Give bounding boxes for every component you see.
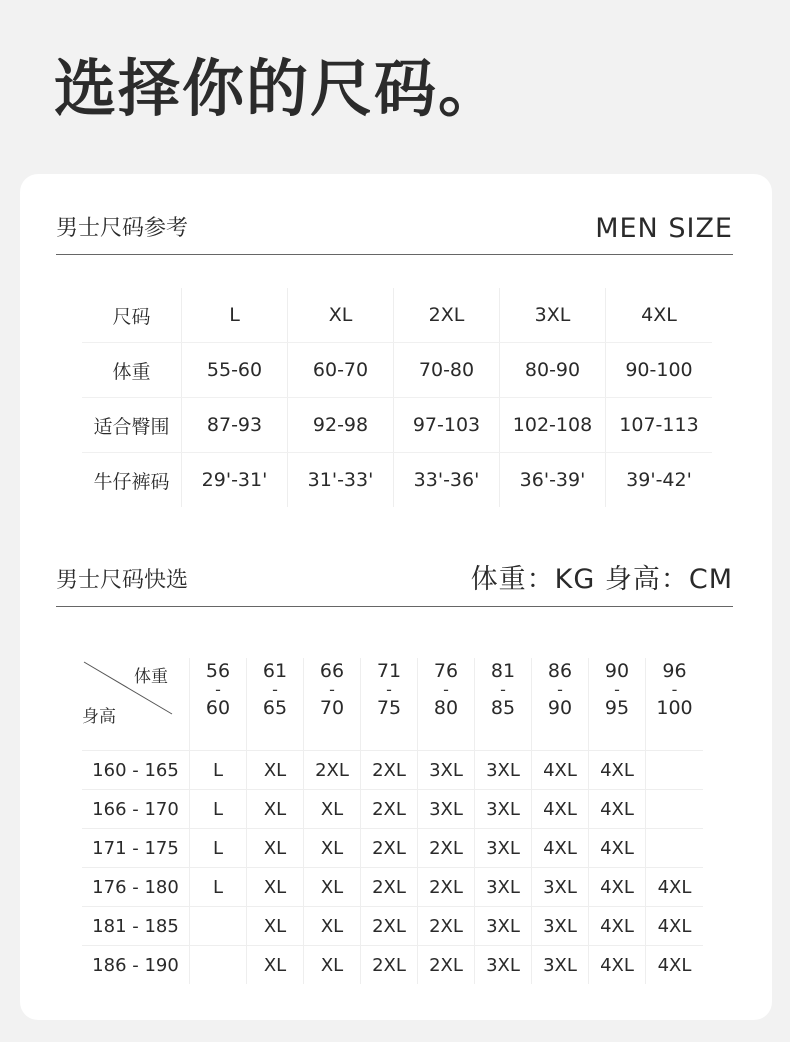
table-row	[82, 907, 703, 946]
table-cell: 29'-31'	[182, 453, 288, 507]
size-cell: 4XL	[657, 876, 692, 898]
size-cell: 4XL	[532, 751, 589, 789]
size-cell: 4XL	[589, 946, 646, 984]
men-size-label: MEN SIZE	[595, 213, 733, 244]
size-cell: 2XL	[304, 751, 361, 789]
weight-min: 90	[604, 660, 630, 682]
reference-heading: 男士尺码参考	[56, 216, 189, 241]
table-row	[82, 343, 712, 398]
size-cell	[190, 907, 247, 945]
size-cell: 4XL	[589, 829, 646, 867]
size-cell: 3XL	[475, 790, 532, 828]
height-range-label: 166 - 170	[82, 790, 190, 828]
table-cell: 33'-36'	[394, 453, 500, 507]
weight-dash: -	[500, 680, 506, 699]
weight-dash: -	[614, 680, 620, 699]
table-cell: 39'-42'	[626, 469, 692, 491]
size-cell: XL	[247, 751, 304, 789]
table-cell: 102-108	[500, 398, 606, 452]
weight-max: 65	[262, 697, 288, 719]
size-cell: 2XL	[361, 946, 418, 984]
page-title: 选择你的尺码。	[54, 52, 503, 125]
quick-select-section-header	[56, 558, 733, 607]
size-cell: XL	[247, 946, 304, 984]
table-cell: 31'-33'	[288, 453, 394, 507]
table-row	[82, 398, 712, 453]
size-cell: 3XL	[475, 946, 532, 984]
reference-section-header	[56, 206, 733, 255]
table-row	[82, 790, 703, 829]
weight-range-cell	[361, 658, 418, 750]
corner-cell	[82, 658, 190, 750]
size-chart-card	[20, 174, 772, 1020]
table-row	[82, 453, 712, 507]
size-cell: 3XL	[532, 946, 589, 984]
size-cell: 4XL	[532, 790, 589, 828]
height-range-label: 176 - 180	[82, 868, 190, 906]
size-cell: XL	[304, 790, 361, 828]
size-cell: 2XL	[418, 907, 475, 945]
size-cell: 4XL	[657, 954, 692, 976]
size-header-label: 尺码	[82, 288, 182, 342]
quick-select-heading: 男士尺码快选	[56, 568, 189, 593]
weight-range-cell	[190, 658, 247, 750]
weight-range-cell	[247, 658, 304, 750]
weight-dash: -	[386, 680, 392, 699]
size-cell: XL	[247, 829, 304, 867]
weight-dash: -	[329, 680, 335, 699]
table-row	[82, 946, 703, 984]
height-range-label: 171 - 175	[82, 829, 190, 867]
weight-range-cell	[646, 658, 703, 750]
table-cell: 60-70	[288, 343, 394, 397]
size-cell: 3XL	[475, 907, 532, 945]
size-cell: L	[190, 829, 247, 867]
size-cell: XL	[304, 868, 361, 906]
size-cell: L	[190, 868, 247, 906]
weight-range-cell	[589, 658, 646, 750]
weight-min: 71	[376, 660, 402, 682]
size-cell: XL	[304, 946, 361, 984]
row-label: 适合臀围	[82, 398, 182, 452]
size-header-cell: 2XL	[394, 288, 500, 342]
table-cell: 92-98	[288, 398, 394, 452]
weight-max: 90	[547, 697, 573, 719]
size-cell: 2XL	[361, 907, 418, 945]
corner-weight-label: 体重	[134, 667, 168, 687]
size-cell: 2XL	[361, 868, 418, 906]
size-cell: 2XL	[418, 829, 475, 867]
table-cell: 97-103	[394, 398, 500, 452]
weight-min: 86	[547, 660, 573, 682]
weight-max: 60	[205, 697, 231, 719]
size-header-cell: L	[182, 288, 288, 342]
size-cell: 2XL	[361, 751, 418, 789]
size-cell: 2XL	[418, 868, 475, 906]
weight-min: 61	[262, 660, 288, 682]
table-cell: 36'-39'	[500, 453, 606, 507]
size-cell: 4XL	[532, 829, 589, 867]
weight-min: 76	[433, 660, 459, 682]
height-range-label: 186 - 190	[82, 946, 190, 984]
size-cell: XL	[304, 907, 361, 945]
table-header-row	[82, 658, 703, 751]
row-label: 牛仔裤码	[82, 453, 182, 507]
units-label: 体重：KG 身高：CM	[470, 564, 733, 595]
quick-select-table	[82, 658, 703, 984]
row-label: 体重	[82, 343, 182, 397]
height-range-label: 181 - 185	[82, 907, 190, 945]
size-cell: 2XL	[361, 829, 418, 867]
weight-max: 80	[433, 697, 459, 719]
table-cell: 70-80	[394, 343, 500, 397]
size-cell	[646, 751, 703, 789]
table-cell: 90-100	[625, 359, 693, 381]
size-header-cell: XL	[288, 288, 394, 342]
weight-range-cell	[418, 658, 475, 750]
size-reference-table	[82, 288, 712, 507]
weight-dash: -	[671, 680, 678, 699]
size-cell	[190, 946, 247, 984]
weight-max: 85	[490, 697, 516, 719]
size-cell: 2XL	[361, 790, 418, 828]
size-cell: 4XL	[589, 907, 646, 945]
size-cell: 3XL	[532, 907, 589, 945]
weight-range-cell	[304, 658, 361, 750]
size-cell: 3XL	[475, 829, 532, 867]
table-row	[82, 288, 712, 343]
size-cell: 3XL	[475, 868, 532, 906]
size-cell: 3XL	[475, 751, 532, 789]
size-cell: 3XL	[418, 751, 475, 789]
weight-range-cell	[475, 658, 532, 750]
size-cell: XL	[247, 868, 304, 906]
table-cell: 80-90	[500, 343, 606, 397]
size-cell: 2XL	[418, 946, 475, 984]
size-cell: L	[190, 790, 247, 828]
size-cell: 4XL	[589, 751, 646, 789]
weight-min: 96	[662, 660, 687, 682]
weight-max: 75	[376, 697, 402, 719]
weight-range-cell	[532, 658, 589, 750]
size-cell: 4XL	[657, 915, 692, 937]
size-cell: 3XL	[532, 868, 589, 906]
table-row	[82, 868, 703, 907]
weight-dash: -	[272, 680, 278, 699]
size-cell: 4XL	[589, 790, 646, 828]
table-cell: 107-113	[619, 414, 699, 436]
corner-height-label: 身高	[82, 707, 116, 727]
weight-max: 70	[319, 697, 345, 719]
weight-dash: -	[443, 680, 449, 699]
size-cell	[646, 829, 703, 867]
size-cell: XL	[304, 829, 361, 867]
height-range-label: 160 - 165	[82, 751, 190, 789]
size-cell: XL	[247, 790, 304, 828]
table-cell: 55-60	[182, 343, 288, 397]
size-cell: 4XL	[589, 868, 646, 906]
weight-min: 81	[490, 660, 516, 682]
table-row	[82, 751, 703, 790]
size-cell: XL	[247, 907, 304, 945]
size-cell	[646, 790, 703, 828]
table-cell: 87-93	[182, 398, 288, 452]
weight-max: 95	[604, 697, 630, 719]
table-row	[82, 829, 703, 868]
weight-dash: -	[215, 680, 221, 699]
size-cell: 3XL	[418, 790, 475, 828]
weight-min: 66	[319, 660, 345, 682]
size-header-cell: 4XL	[641, 304, 677, 326]
weight-dash: -	[557, 680, 563, 699]
weight-max: 100	[656, 697, 693, 719]
weight-min: 56	[205, 660, 231, 682]
size-header-cell: 3XL	[500, 288, 606, 342]
size-cell: L	[190, 751, 247, 789]
